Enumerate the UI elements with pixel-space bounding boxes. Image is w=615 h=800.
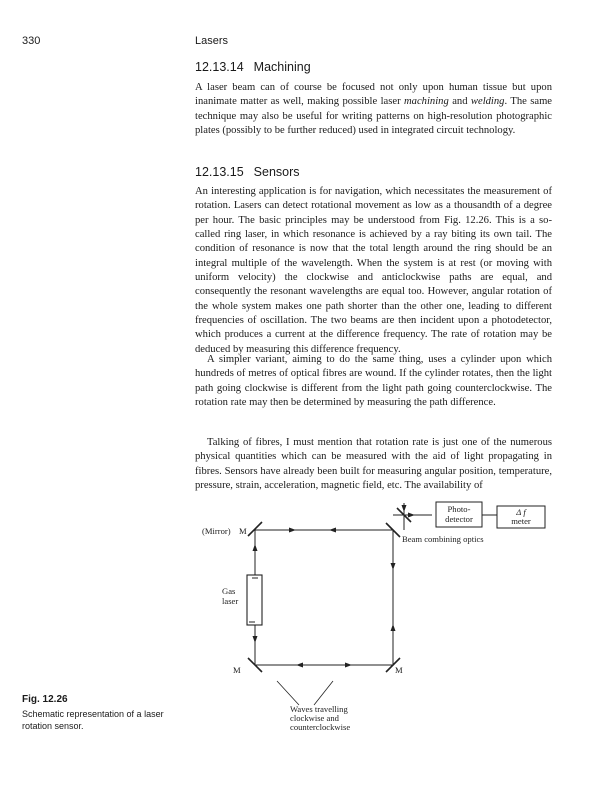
- section-title: Sensors: [253, 165, 300, 179]
- figure-label: Fig. 12.26: [22, 694, 68, 705]
- waves-label-3: counterclockwise: [290, 722, 351, 732]
- paragraph-sensors-1: An interesting application is for navigation, which necessitates the measurement of rotation. Lasers can detect rotational movement as low as a thousandth of a degree per hour. The basic principles may be understood from Fig. 12.26. This is a so-called ring laser, in which resonance is achieved by a ray biting its own tail. The condition of resonance is now that the total length around the ring should be an integral multiple of the wavelength. When the system is at rest (or moving with uniform velocity) the clockwise and anticlockwise paths are equal, and consequently the resonant wavelengths are equal too. However, angular rotation of the whole system makes one path shorter than the other one, leading to different frequencies of oscillation. The two beams are then incident upon a photodetector, which produces a current at the difference frequency. The rate of rotation may be deduced by measuring this difference frequency.: [195, 186, 552, 355]
- arrow-top-left: [329, 528, 336, 533]
- mirror-label-bottom-right: M: [395, 665, 403, 675]
- gas-laser-label-1: Gas: [222, 586, 236, 596]
- arrow-to-detector: [408, 513, 415, 518]
- paragraph-sensors-2: A simpler variant, aiming to do the same thing, uses a cylinder upon which hundreds of metres of optical fibres are wound. If the cylinder rotates, then the light path going clockwise is different from the light path going counterclockwise. The rotation rate may then be determined by measuring the path difference.: [195, 354, 552, 409]
- section-heading-machining: [195, 60, 311, 74]
- photodetector-label-1: Photo-: [447, 504, 471, 514]
- text-run: and: [448, 96, 471, 108]
- arrow-right-down: [391, 563, 396, 570]
- waves-label-2: clockwise and: [290, 713, 339, 723]
- section-title: Machining: [253, 60, 311, 74]
- arrow-left-up: [253, 544, 258, 551]
- paragraph-sensors-3: Talking of fibres, I must mention that rotation rate is just one of the numerous physical quantities which can be measured with the aid of light propagating in fibres. Sensors have already been built for measuring angular position, temperature, pressure, strain, acceleration, magnetic field, etc. The availability of: [195, 437, 552, 492]
- section-number: 12.13.14: [195, 60, 244, 74]
- arrow-right-up: [391, 624, 396, 631]
- text-run: A laser beam can of course be focused not only upon human tissue but upon inanimate matter as well, making possible laser: [195, 82, 552, 108]
- arrow-top-right: [289, 528, 296, 533]
- mirror-label: (Mirror): [202, 526, 231, 536]
- page-number: 330: [22, 35, 41, 47]
- gas-laser-tube: [247, 575, 262, 625]
- gas-laser-label-2: laser: [222, 596, 239, 606]
- arrow-combiner: [402, 505, 407, 512]
- beam-optics-label: Beam combining optics: [402, 534, 484, 544]
- paragraph-machining: [195, 81, 552, 138]
- callout-line-2: [314, 681, 333, 705]
- caption-text: Schematic representation of a laser rotation sensor.: [22, 708, 164, 731]
- callout-line-1: [277, 681, 299, 705]
- photodetector-label-2: detector: [445, 514, 473, 524]
- emphasis-machining: machining: [404, 96, 449, 108]
- figure-caption: [22, 694, 187, 733]
- arrow-bottom-left: [296, 663, 303, 668]
- mirror-label-bottom-left: M: [233, 665, 241, 675]
- arrow-bottom-right: [345, 663, 352, 668]
- running-head: Lasers: [195, 35, 229, 47]
- text-run: . The same technique may also be useful for writing patterns on high-resolution photographic plates (possibly to be further reduced) used in integrated circuit technology.: [195, 96, 553, 137]
- meter-label-1: Δ f: [516, 507, 526, 517]
- section-number: 12.13.15: [195, 165, 244, 179]
- emphasis-welding: welding: [470, 96, 505, 108]
- waves-label-1: Waves travelling: [290, 704, 348, 714]
- meter-label-2: meter: [511, 516, 531, 526]
- mirror-label-top-left: M: [239, 526, 247, 536]
- section-heading-sensors: [195, 165, 300, 179]
- arrow-left-down: [253, 636, 258, 643]
